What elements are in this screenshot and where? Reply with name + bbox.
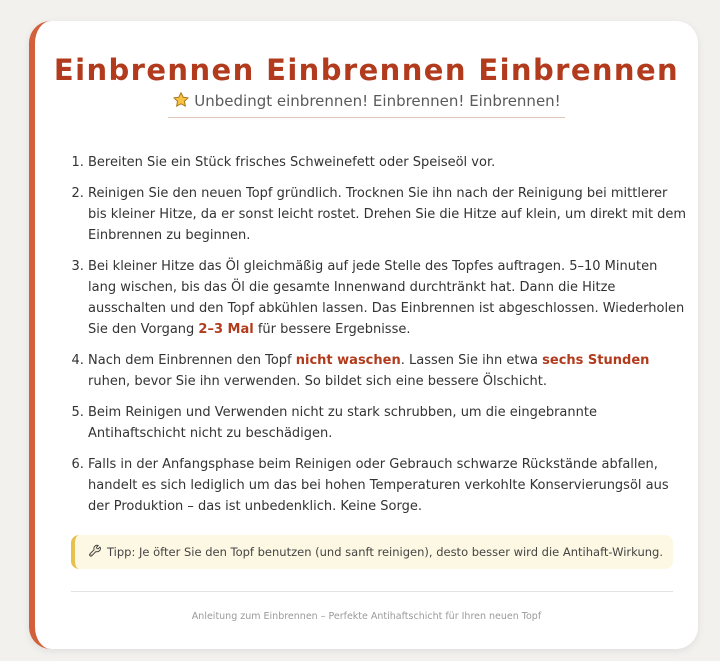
step-item <box>88 183 688 246</box>
highlight-no-wash: nicht waschen <box>295 353 401 368</box>
instruction-card <box>29 21 698 649</box>
step-item <box>88 256 688 340</box>
step-text: Bei kleiner Hitze das Öl gleichmäßig auf jede Stelle des Topfes auftragen. 5–10 Minuten lang wischen, bis das Öl die gesamte Innenwand durchtränkt hat. Dann die Hitze ausschalten und den Topf abkühlen lassen. Das Einbrennen ist abgeschlossen. Wiederholen Sie den Vorgang <box>88 259 685 337</box>
step-text: Beim Reinigen und Verwenden nicht zu stark schrubben, um die eingebrannte Antihaftschicht nicht zu beschädigen. <box>88 405 597 441</box>
star-icon <box>172 91 190 109</box>
step-text: für bessere Ergebnisse. <box>253 322 411 337</box>
step-text: ruhen, bevor Sie ihn verwenden. So bildet sich eine bessere Ölschicht. <box>88 374 547 389</box>
subtitle <box>168 91 564 118</box>
step-text: Falls in der Anfangsphase beim Reinigen oder Gebrauch schwarze Rückstände abfallen, handelt es sich lediglich um das bei hohen Temperaturen verkohlte Konservierungsöl aus der Produktion – das ist unbedenklich. Keine Sorge. <box>88 457 669 514</box>
steps-list <box>69 152 688 527</box>
step-text: Reinigen Sie den neuen Topf gründlich. Trocknen Sie ihn nach der Reinigung bei mittlerer bis kleiner Hitze, da er sonst leicht rostet. Drehen Sie die Hitze auf klein, um direkt mit dem Einbrennen zu beginnen. <box>88 186 687 243</box>
step-text: . Lassen Sie ihn etwa <box>400 353 543 368</box>
step-item <box>88 152 688 173</box>
tip-box <box>71 535 673 569</box>
step-text: Bereiten Sie ein Stück frisches Schweinefett oder Speiseöl vor. <box>88 155 496 170</box>
step-item <box>88 402 688 444</box>
highlight-six-hours: sechs Stunden <box>542 353 650 368</box>
step-text: Nach dem Einbrennen den Topf <box>88 353 296 368</box>
subtitle-wrap <box>35 91 698 118</box>
highlight-repetitions: 2–3 Mal <box>198 322 254 337</box>
wrench-icon <box>88 544 102 558</box>
footer-text: Anleitung zum Einbrennen – Perfekte Antihaftschicht für Ihren neuen Topf <box>191 611 542 622</box>
divider <box>71 591 673 592</box>
step-item <box>88 350 688 392</box>
subtitle-text: Unbedingt einbrennen! Einbrennen! Einbrennen! <box>194 92 561 110</box>
page-title: Einbrennen Einbrennen Einbrennen <box>53 53 680 87</box>
tip-text: Tipp: Je öfter Sie den Topf benutzen (und sanft reinigen), desto besser wird die Antihaft-Wirkung. <box>107 545 663 559</box>
step-item <box>88 454 688 517</box>
